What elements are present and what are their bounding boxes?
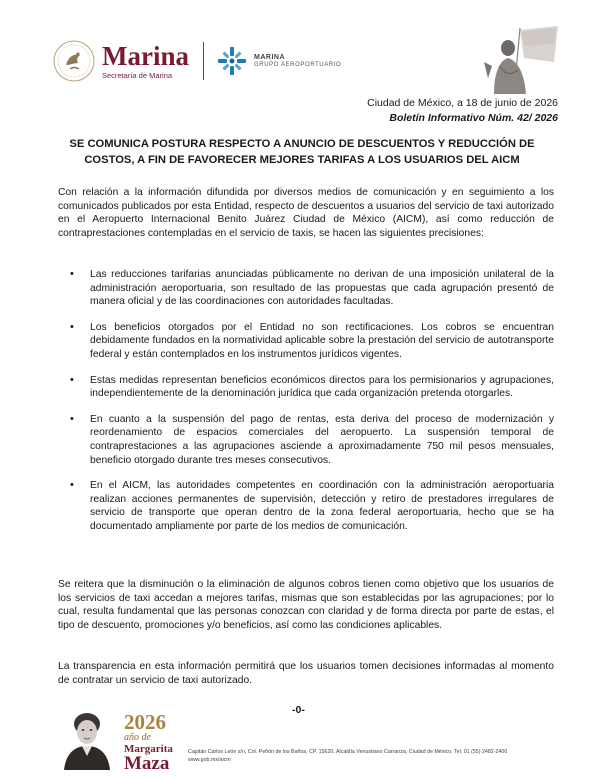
intro-paragraph: Con relación a la información difundida por diversos medios de comunicación y en seguimiento a los comunicados publicados por esta Entidad, respecto de descuentos a usuarios del servicio de taxi autorizado en el Aeropuerto Internacional Benito Juárez Ciudad de México (AICM), así como reducción de contraprestaciones contempladas en el servicio de taxis, se hacen las siguientes precisiones: — [58, 187, 554, 239]
list-item: • Las reducciones tarifarias anunciadas públicamente no derivan de una imposición unilateral de la administración aeroportuaria, son resultado de las propuestas que cada agrupación presentó de manera oficial y de las coordinaciones con autoridades facultadas. — [58, 268, 554, 309]
dedication-year: 2026 — [124, 710, 166, 734]
dedication-name2: Maza — [124, 753, 170, 774]
list-item: • Estas medidas representan beneficios económicos directos para los permisionarios y agrupaciones, independientemente de la denominación jurídica que cada organización pretenda otorgarles. — [58, 374, 554, 401]
precisions-list — [58, 268, 554, 546]
end-mark: -0- — [292, 704, 305, 716]
header-divider — [203, 42, 204, 80]
list-item: • En cuanto a la suspensión del pago de rentas, esta deriva del proceso de modernización y reordenamiento de espacios comerciales del aeropuerto. La suspensión temporal de contraprestaciones a las agrupaciones asciende a aproximadamente 750 mil pesos mensuales, beneficio otorgado durante tres meses consecutivos. — [58, 413, 554, 467]
group-text — [254, 54, 341, 68]
list-item: • Los beneficios otorgados por el Entidad no son rectificaciones. Los cobros se encuentran debidamente fundados en la normatividad aplicable sobre la prestación del servicio de autotransporte federal y están contemplados en los instrumentos jurídicos vigentes. — [58, 321, 554, 362]
reiteration-paragraph: Se reitera que la disminución o la eliminación de algunos cobros tienen como objetivo que los usuarios de los servicios de taxi accedan a mejores tarifas, mismas que son establecidas por las agrupaciones; por lo cual, resulta fundamental que las personas conozcan con claridad y de forma directa por parte de estas, el tipo de descuento, promociones y/o beneficios, así como las condiciones aplicables. — [58, 579, 554, 631]
brand-block — [102, 42, 189, 80]
address-line1: Capitán Carlos León s/n, Col. Peñón de los Baños, CP. 15620, Alcaldía Venustiano Carranza, Ciudad de México. Tel: 01 (55) 2482-2400 — [188, 749, 508, 755]
brand-name: Marina — [102, 41, 189, 71]
footer-address — [188, 748, 507, 764]
snowflake-star-logo-icon — [216, 45, 248, 77]
transparency-paragraph: La transparencia en esta información permitirá que los usuarios tomen decisiones informadas al momento de contratar un servicio de taxi autorizado. — [58, 661, 554, 686]
group-line1: MARINA — [254, 54, 285, 61]
list-item: • En el AICM, las autoridades competentes en coordinación con la administración aeroportuaria realizan acciones permanentes de supervisión, detección y retiro de prestadores irregulares de servicio de transporte que operan dentro de la zona federal aeroportuaria, hecho que se ha documentado ampliamente por parte de los medios de comunicación. — [58, 479, 554, 533]
page-title: SE COMUNICA POSTURA RESPECTO A ANUNCIO DE DESCUENTOS Y REDUCCIÓN DE COSTOS, A FIN DE FAVORECER MEJORES TARIFAS A LOS USUARIOS DEL AICM — [69, 138, 535, 166]
group-line2: GRUPO AEROPORTUARIO — [254, 62, 342, 68]
header — [52, 36, 341, 86]
dedication-year-sub: año de — [124, 732, 151, 743]
margarita-maza-portrait-icon — [58, 706, 116, 770]
dedication-name1: Margarita — [124, 743, 173, 755]
flag-heroine-emblem-icon — [480, 22, 562, 98]
bulletin-number: Boletín Informativo Núm. 42/ 2026 — [389, 112, 558, 124]
place-date: Ciudad de México, a 18 de junio de 2026 — [367, 97, 558, 109]
address-website: www.gob.mx/aicm — [188, 757, 231, 763]
year-dedication — [124, 712, 173, 773]
mexico-coat-of-arms-icon — [52, 39, 96, 83]
date-block — [367, 96, 558, 126]
brand-subtitle: Secretaría de Marina — [102, 71, 173, 80]
